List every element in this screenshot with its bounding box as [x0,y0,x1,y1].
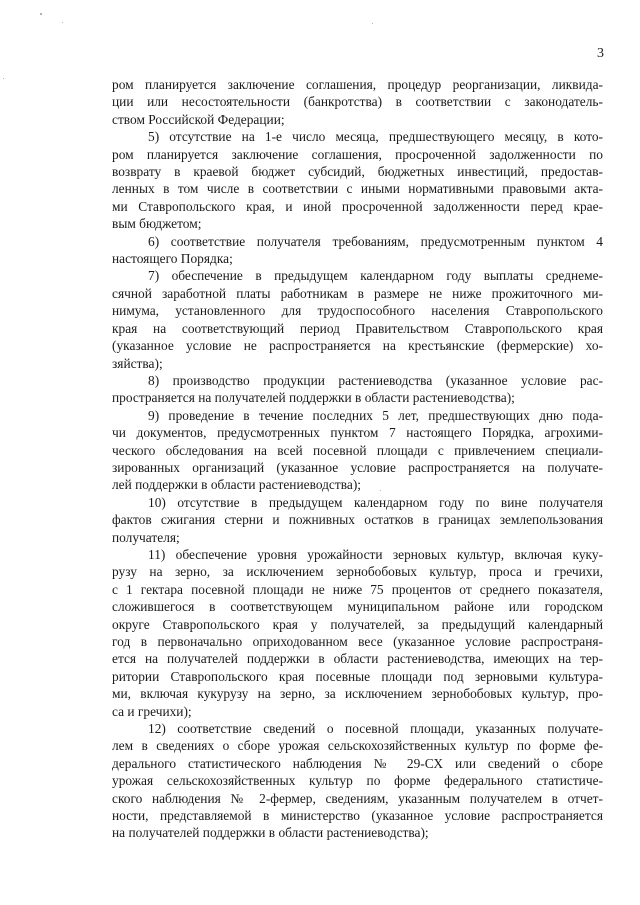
text-line: ется на получателей поддержки в области растениеводства, имеющих на тер- [112,651,603,667]
text-line: ского наблюдения № 2-фермер, сведениям, указанным получателем в отчет- [112,790,603,806]
paragraph-item-10 [112,494,603,546]
text-line: ности, представляемой в министерство (указанное условие распространяется [112,808,603,824]
paragraph-item-11 [112,546,603,720]
text-line: ленных в том числе в соответствии с иными нормативными правовыми акта- [112,181,603,197]
text-line: урожая сельскохозяйственных культур по форме федерального статистиче- [112,773,603,789]
text-line: зяйства); [112,355,163,371]
paragraph-item-5 [112,128,603,232]
text-line: края на соответствующий период Правительством Ставропольского края [112,320,603,336]
text-line: лем в сведениях о сборе урожая сельскохозяйственных культур по форме фе- [112,738,603,754]
text-line: 5) отсутствие на 1-е число месяца, предшествующего месяцу, в кото- [148,129,603,145]
text-line: возврату в краевой бюджет субсидий, бюджетных инвестиций, предостав- [112,164,603,180]
scan-speck [3,78,4,79]
text-line: фактов сжигания стерни и пожнивных остатков в границах землепользования [112,512,603,528]
text-line: ритории Ставропольского края посевные площади под зерновыми культура- [112,668,603,684]
paragraph-item-8 [112,372,603,407]
text-line: 12) соответствие сведений о посевной площади, указанных получате- [148,721,603,737]
text-line: получателя; [112,529,180,545]
text-line: ром планируется заключение соглашения, просроченной задолженности по [112,146,603,162]
text-line: ром планируется заключение соглашения, процедур реорганизации, ликвида- [112,77,603,92]
text-line: 8) производство продукции растениеводства (указанное условие рас- [148,372,603,388]
text-line: ством Российской Федерации; [112,111,285,127]
text-line: пространяется на получателей поддержки в области растениеводства); [112,390,515,406]
text-line: 10) отсутствие в предыдущем календарном году по вине получателя [148,494,603,510]
scan-speck [372,23,373,24]
text-line: дерального статистического наблюдения № 29-СХ или сведений о сборе [112,755,603,771]
text-line: сложившегося в соответствующем муниципальном районе или городском [112,599,603,615]
scan-speck [62,22,63,23]
text-line: с 1 гектара посевной площади не ниже 75 процентов от среднего показателя, [112,581,603,597]
text-line: лей поддержки в области растениеводства); [112,477,362,493]
text-line: 6) соответствие получателя требованиям, предусмотренным пунктом 4 [148,233,603,249]
text-line: округе Ставропольского края у получателей, за предыдущий календарный [112,616,603,632]
scan-speck [40,13,42,15]
document-body [112,76,603,842]
paragraph-item-9 [112,407,603,494]
text-line: (указанное условие не распространяется на крестьянские (фермерские) хо- [112,338,603,354]
text-line: зированных организаций (указанное условие распространяется на получате- [112,459,603,475]
paragraph-item-12 [112,720,603,842]
text-line: 11) обеспечение уровня урожайности зерновых культур, включая куку- [148,546,603,562]
page-number: 3 [597,46,604,61]
text-line: 9) проведение в течение последних 5 лет, предшествующих дню пода- [148,407,603,423]
text-line: ции или несостоятельности (банкротства) в соответствии с законодатель- [112,94,603,110]
text-line: ми Ставропольского края, и иной просроченной задолженности перед крае- [112,198,603,214]
paragraph [112,76,603,128]
text-line: са и гречихи); [112,703,192,719]
paragraph-item-6 [112,233,603,268]
text-line: рузу на зерно, за исключением зернобобовых культур, проса и гречихи, [112,564,603,580]
text-line: ческого обследования на всей посевной площади с привлечением специали- [112,442,603,458]
text-line: на получателей поддержки в области растениеводства); [112,825,429,841]
text-line: 7) обеспечение в предыдущем календарном году выплаты среднеме- [148,268,603,284]
text-line: сячной заработной платы работникам в размере не ниже прожиточного ми- [112,285,603,301]
text-line: чи документов, предусмотренных пунктом 7 настоящего Порядка, агрохими- [112,425,603,441]
text-line: год в первоначально оприходованном весе (указанное условие распространя- [112,634,603,649]
text-line: нимума, установленного для трудоспособного населения Ставропольского [112,303,603,319]
paragraph-item-7 [112,267,603,371]
text-line: настоящего Порядка; [112,251,233,267]
text-line: вым бюджетом; [112,216,202,232]
text-line: ми, включая кукурузу на зерно, за исключением зернобобовых культур, про- [112,686,603,702]
